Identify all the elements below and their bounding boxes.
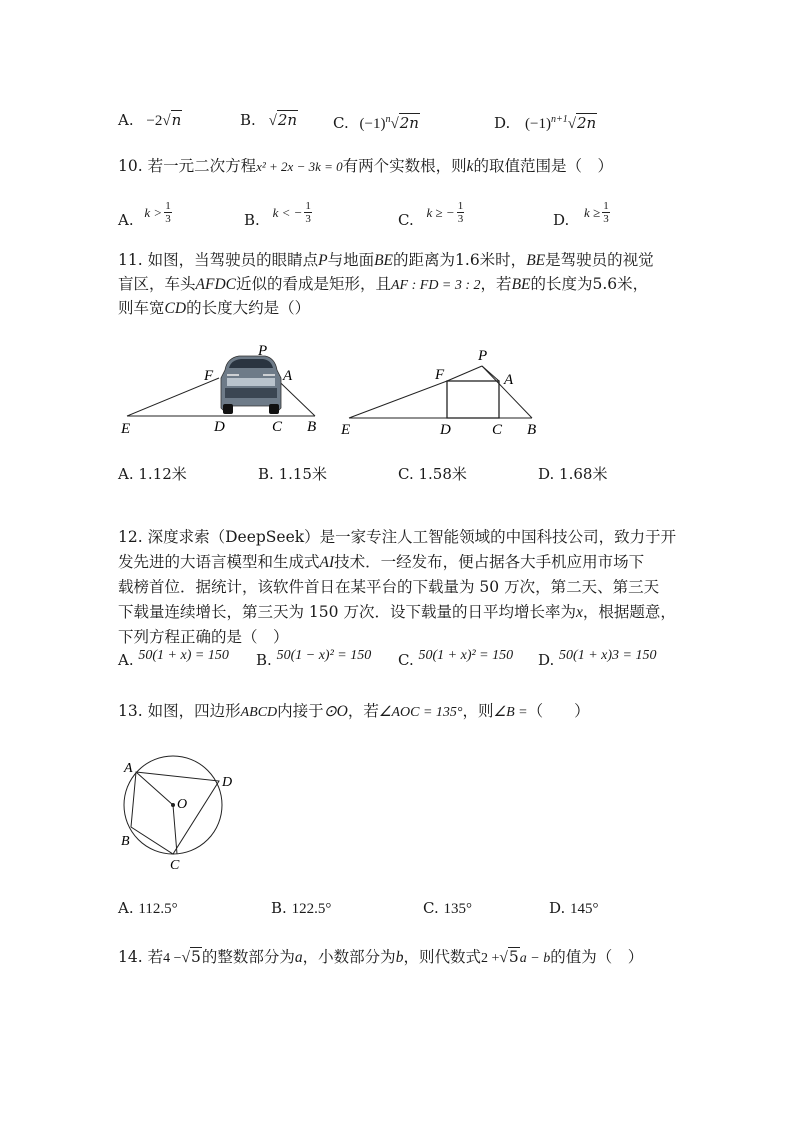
line-fp: [447, 366, 482, 381]
numerator: 1: [305, 200, 311, 212]
exponent: n+1: [551, 114, 568, 125]
option-letter: B.: [244, 210, 260, 229]
sqrt-sign: √: [499, 949, 508, 966]
q12-stem-line4: [118, 602, 676, 623]
option-value: 1.12米: [138, 465, 187, 483]
q9-option-a[interactable]: [118, 110, 182, 131]
label-b: B: [307, 419, 317, 435]
stem-text: 的值为（ ）: [550, 948, 644, 966]
option-expr: 50(1 + x)² = 150: [418, 648, 514, 663]
label-d: D: [222, 775, 233, 790]
option-letter: D.: [538, 651, 555, 669]
stem-text: 的取值范围是（ ）: [473, 157, 614, 175]
stem-text: ，若: [347, 702, 379, 720]
option-letter: D.: [494, 114, 511, 132]
exponent: n: [385, 114, 391, 125]
label-o: O: [177, 797, 188, 812]
denominator: 3: [165, 213, 171, 225]
relation: k ≥ −: [426, 204, 455, 220]
option-letter: C.: [423, 899, 439, 917]
label-b: B: [527, 422, 537, 438]
option-expr: 50(1 + x) = 150: [138, 648, 229, 663]
angle-expr: ∠AOC = 135°: [378, 705, 463, 720]
label-c: C: [170, 858, 180, 873]
question-number: 12.: [118, 528, 143, 546]
fraction: [602, 200, 610, 225]
label-d: D: [214, 419, 225, 435]
stem-text: 近似的看成是矩形，且: [235, 275, 391, 293]
q10-option-b[interactable]: [244, 200, 312, 229]
q10-option-c[interactable]: [398, 200, 464, 229]
relation: k >: [144, 204, 163, 220]
q12-option-d[interactable]: [538, 644, 657, 669]
stem-text: 下载量连续增长，第三天为 150 万次．设下载量的日平均增长率为: [118, 603, 576, 621]
radicand: n: [171, 111, 182, 129]
stem-text: 若一元二次方程: [147, 157, 257, 175]
variable: x: [575, 604, 583, 621]
label-p: P: [258, 343, 268, 359]
expression: a − b: [519, 951, 551, 966]
q14-stem: [118, 947, 643, 969]
q9-option-d[interactable]: [494, 110, 597, 134]
sqrt-sign: √: [390, 116, 399, 132]
denominator: 3: [305, 213, 311, 225]
label-a: A: [124, 761, 133, 776]
option-letter: B.: [258, 465, 274, 483]
ratio: AF : FD = 3 : 2: [391, 278, 481, 293]
label-f: F: [435, 367, 445, 383]
option-letter: A.: [118, 465, 134, 483]
label-a: A: [504, 372, 514, 388]
stem-text: 则车宽: [118, 299, 165, 317]
sqrt-sign: √: [268, 113, 277, 129]
option-letter: A.: [118, 651, 134, 669]
label-b: B: [121, 834, 130, 849]
stem-text: 的长度大约是（）: [186, 299, 311, 317]
stem-text: ，若: [480, 275, 512, 293]
sqrt-sign: √: [567, 116, 576, 132]
option-letter: C.: [398, 651, 414, 669]
numerator: 1: [165, 200, 171, 212]
stem-text: 是驾驶员的视觉: [545, 251, 654, 269]
q13-option-d[interactable]: [549, 898, 599, 919]
q11-stem-line1: [118, 250, 654, 271]
stem-text: 的距离为1.6米时，: [393, 251, 527, 269]
option-letter: C.: [398, 465, 414, 483]
sqrt-sign: √: [181, 949, 191, 966]
label-c: C: [492, 422, 503, 438]
q10-option-a[interactable]: [118, 200, 172, 229]
option-letter: C.: [333, 114, 349, 132]
sight-line: [349, 381, 447, 418]
stem-text: ，小数部分为: [302, 948, 396, 966]
stem-text: 技术．一经发布，便占据各大手机应用市场下: [334, 553, 645, 571]
circle-symbol: ⊙O: [323, 703, 348, 720]
q13-option-b[interactable]: [271, 898, 331, 919]
label-e: E: [341, 422, 351, 438]
q11-option-b[interactable]: [258, 464, 327, 484]
q13-figure-circle: [115, 752, 245, 878]
relation: k < −: [272, 204, 303, 220]
stem-text: 若: [147, 948, 164, 966]
line-pa: [482, 366, 499, 381]
radicand: 5: [191, 948, 201, 966]
label-a: A: [283, 368, 293, 384]
variable: ABCD: [240, 705, 278, 720]
variable: a: [294, 949, 303, 966]
sqrt-sign: √: [162, 113, 171, 129]
stem-text: ，则: [462, 702, 494, 720]
stem-text: 载榜首位．据统计，该软件首日在某平台的下载量为 50 万次，第二天、第三天: [118, 578, 660, 596]
fraction: [457, 200, 465, 225]
stem-text: 的整数部分为: [201, 948, 295, 966]
q13-option-a[interactable]: [118, 898, 178, 919]
option-value: 1.58米: [418, 465, 467, 483]
q11-stem-line2: [118, 274, 648, 296]
car-icon: [221, 356, 281, 414]
option-letter: D.: [549, 899, 566, 917]
denominator: 3: [457, 213, 464, 225]
option-value: 122.5°: [291, 901, 332, 917]
relation: k ≥: [584, 204, 601, 220]
radicand: 2n: [277, 111, 298, 129]
q12-stem-line1: [118, 527, 676, 547]
radicand: 2n: [399, 114, 419, 132]
stem-text: 如图，当驾驶员的眼睛点: [147, 251, 319, 269]
q11-stem-line3: [118, 298, 310, 319]
option-letter: D.: [553, 210, 570, 229]
question-number: 11.: [118, 251, 143, 269]
fraction: [164, 200, 172, 225]
question-number: 10.: [118, 157, 143, 175]
label-e: E: [121, 421, 131, 437]
variable: k: [466, 158, 474, 175]
option-letter: A.: [118, 899, 134, 917]
rectangle-afdc: [447, 381, 499, 418]
option-letter: C.: [398, 210, 414, 229]
center-point: [171, 803, 175, 807]
q10-option-d[interactable]: [553, 200, 610, 229]
option-letter: B.: [240, 111, 256, 129]
variable: b: [395, 949, 404, 966]
option-value: 135°: [443, 901, 472, 917]
option-expr: (−1): [359, 116, 386, 132]
q10-stem: [118, 156, 613, 177]
label-c: C: [272, 419, 283, 435]
q11-option-c[interactable]: [398, 464, 467, 484]
q12-option-b[interactable]: [256, 644, 372, 669]
option-value: 145°: [570, 901, 599, 917]
q12-option-a[interactable]: [118, 644, 229, 669]
option-letter: A.: [118, 111, 134, 129]
q12-stem-line3: [118, 577, 659, 597]
q13-option-c[interactable]: [423, 898, 472, 919]
denominator: 3: [603, 213, 609, 225]
label-p: P: [478, 348, 488, 364]
q11-option-d[interactable]: [538, 464, 607, 484]
option-expr: (−1): [525, 116, 551, 132]
radicand: 5: [508, 948, 519, 966]
option-letter: A.: [118, 210, 134, 229]
fraction: [304, 200, 312, 225]
option-value: 112.5°: [138, 901, 178, 917]
option-expr: 50(1 − x)² = 150: [276, 648, 372, 663]
option-letter: B.: [271, 899, 287, 917]
option-expr: 50(1 + x)3 = 150: [559, 648, 657, 663]
q11-figure-car: [115, 338, 330, 438]
q11-option-a[interactable]: [118, 464, 187, 484]
label-f: F: [204, 368, 214, 384]
variable: BE: [526, 252, 546, 269]
option-value: 1.15米: [278, 465, 327, 483]
stem-text: 深度求索（DeepSeek）是一家专注人工智能领域的中国科技公司，致力于开: [147, 528, 677, 546]
radicand: 2n: [576, 114, 597, 132]
q12-option-c[interactable]: [398, 644, 514, 669]
segment-oc: [173, 805, 177, 854]
variable: BE: [374, 252, 394, 269]
stem-text: 发先进的大语言模型和生成式: [118, 553, 320, 571]
stem-text: ，则代数式: [403, 948, 481, 966]
stem-text: 有两个实数根，则: [342, 157, 467, 175]
stem-text: 内接于: [277, 702, 324, 720]
q11-figure-geometry: [337, 342, 552, 440]
option-expr: −2: [146, 113, 163, 129]
variable: AI: [319, 554, 335, 571]
expression: 4 −: [163, 951, 182, 966]
numerator: 1: [457, 200, 464, 212]
equation: x² + 2x − 3k = 0: [256, 159, 343, 174]
numerator: 1: [603, 200, 609, 212]
segment-ao: [136, 772, 173, 805]
stem-text: 与地面: [327, 251, 375, 269]
variable: AFDC: [195, 276, 236, 293]
option-letter: B.: [256, 651, 272, 669]
variable: P: [318, 252, 328, 269]
option-value: 1.68米: [559, 465, 608, 483]
variable: CD: [164, 300, 187, 317]
stem-text: （ ）: [527, 702, 590, 720]
stem-text: ，根据题意，: [582, 603, 676, 621]
option-letter: D.: [538, 465, 555, 483]
stem-text: 下列方程正确的是（ ）: [118, 628, 289, 646]
expression: 2 +: [480, 951, 500, 966]
question-number: 13.: [118, 702, 143, 720]
q9-option-b[interactable]: [240, 110, 298, 131]
label-d: D: [440, 422, 451, 438]
variable: BE: [511, 276, 531, 293]
stem-text: 如图，四边形: [147, 702, 241, 720]
question-number: 14.: [118, 948, 143, 966]
angle-expr: ∠B =: [493, 705, 528, 720]
q13-stem: [118, 701, 590, 723]
q12-stem-line2: [118, 552, 644, 573]
q9-option-c[interactable]: [333, 110, 420, 134]
stem-text: 的长度为5.6米，: [530, 275, 649, 293]
stem-text: 盲区，车头: [118, 275, 196, 293]
